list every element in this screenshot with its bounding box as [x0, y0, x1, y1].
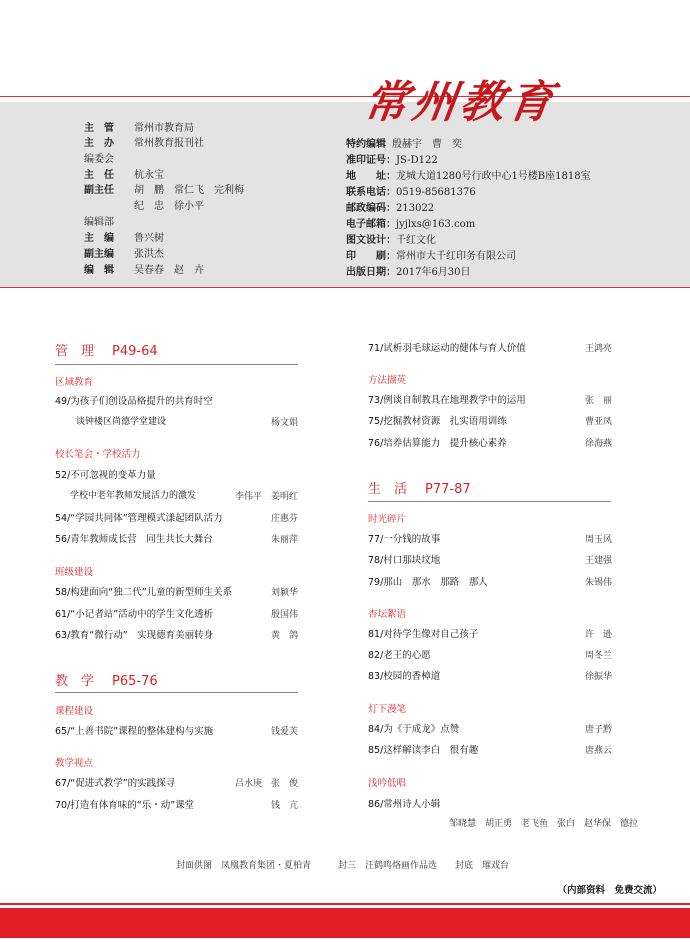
toc-entry-86[interactable]: 86/常州诗人小辑	[368, 799, 441, 810]
toc-entry-61[interactable]: 61/“小记者站”活动中的学生文化透析	[55, 609, 214, 620]
toc-entry-85[interactable]: 85/这样解读李白 很有趣	[368, 745, 479, 756]
toc-author: 王鸿亮	[584, 344, 612, 354]
masthead-row: 主 编 鲁兴树	[84, 233, 164, 244]
info-row: 出版日期：2017年6月30日	[346, 267, 471, 278]
toc-author: 曹亚凤	[584, 417, 612, 427]
toc-author: 吕水庚 张 俊	[234, 779, 298, 789]
toc-author: 朱锡伟	[584, 578, 612, 588]
section-shenghuo: 生 活 P77-87	[368, 482, 471, 497]
toc-author: 周冬兰	[584, 651, 612, 661]
toc-entry-67[interactable]: 67/“促进式教学”的实践探寻	[55, 778, 176, 789]
toc-entry-79[interactable]: 79/那山 那水 那路 那人	[368, 577, 488, 588]
toc-entry-78[interactable]: 78/村口那块坟地	[368, 555, 441, 566]
toc-entry-54[interactable]: 54/“学园共同体”管理模式漾起团队活力	[55, 513, 223, 524]
toc-entry-71[interactable]: 71/试析羽毛球运动的健体与育人价值	[368, 343, 526, 354]
info-row: 图文设计：千红文化	[346, 235, 436, 246]
masthead-row: 主 管 常州市教育局	[84, 123, 194, 134]
category-label: 浅吟低唱	[368, 778, 407, 789]
top-red-line	[0, 96, 690, 97]
section-rule	[368, 501, 611, 502]
masthead-row: 副主任 胡 鹏 常仁飞 完利梅	[84, 185, 244, 196]
category-label: 课程建设	[55, 706, 94, 717]
info-row: 联系电话：0519-85681376	[346, 187, 476, 198]
category-label: 方法撷英	[368, 375, 407, 386]
toc-entry-65[interactable]: 65/“上善书院”课程的整体建构与实施	[55, 726, 214, 737]
toc-entry-56[interactable]: 56/青年教师成长营 同生共长大舞台	[55, 534, 213, 545]
section-guanli: 管 理 P49-64	[55, 344, 158, 359]
section-rule	[55, 692, 298, 693]
toc-author: 徐振华	[584, 672, 612, 682]
toc-author: 许 逊	[584, 630, 612, 640]
info-row: 印 刷：常州市大千红印务有限公司	[346, 251, 516, 262]
category-label: 灯下漫笔	[368, 704, 407, 715]
section-jiaoxue: 教 学 P65-76	[55, 674, 158, 689]
toc-author: 钱爱芙	[270, 727, 298, 737]
toc-entry-52[interactable]: 52/不可忽视的变革力量	[55, 470, 156, 481]
toc-author: 黄 鸽	[270, 631, 298, 641]
toc-author: 李伟平 姜明红	[234, 492, 298, 502]
toc-entry-84[interactable]: 84/为《于成龙》点赞	[368, 724, 460, 735]
masthead-bottom-line	[0, 287, 690, 288]
toc-author: 徐海燕	[584, 439, 612, 449]
toc-author: 朱丽萍	[270, 535, 298, 545]
masthead-row: 纪 忠 徐小平	[134, 201, 204, 212]
section-rule	[55, 364, 298, 365]
toc-author: 张 丽	[584, 396, 612, 406]
masthead-row: 编委会	[84, 154, 114, 165]
info-row: 地 址：龙城大道1280号行政中心1号楼B座1818室	[346, 171, 591, 182]
category-label: 校长笔会・学校活力	[55, 449, 141, 460]
masthead-row: 主 办 常州教育报刊社	[84, 138, 204, 149]
magazine-logo: 常州教育	[360, 77, 560, 128]
toc-entry-63[interactable]: 63/教育“微行动” 实现德育美丽转身	[55, 630, 214, 641]
masthead-row: 副主编 张洪杰	[84, 249, 164, 260]
category-label: 时光碎片	[368, 514, 407, 525]
toc-entry-58[interactable]: 58/构建面向“独二代”儿童的新型师生关系	[55, 587, 233, 598]
toc-author: 庄惠芬	[270, 514, 298, 524]
info-row: 特约编辑 殷赫宇 曹 奕	[346, 139, 462, 150]
footer-red-line	[0, 903, 690, 905]
toc-entry-76[interactable]: 76/培养估算能力 提升核心素养	[368, 438, 507, 449]
toc-entry-82[interactable]: 82/老王的心愿	[368, 650, 431, 661]
toc-entry-49[interactable]: 49/为孩子们创设品格提升的共育时空	[55, 396, 213, 407]
category-label: 杏坛絮语	[368, 609, 407, 620]
toc-author: 刘颖华	[270, 588, 298, 598]
info-row: 邮政编码：213022	[346, 203, 435, 214]
toc-entry-70[interactable]: 70/打造有体育味的“乐・动”课堂	[55, 800, 195, 811]
toc-entry-75[interactable]: 75/挖掘教材资源 扎实语用训练	[368, 416, 507, 427]
toc-author: 王建强	[584, 556, 612, 566]
category-label: 班级建设	[55, 567, 94, 578]
toc-author: 唐子黔	[584, 725, 612, 735]
masthead-row: 编 辑 吴春春 赵 卉	[84, 265, 204, 276]
toc-author: 唐燕云	[584, 746, 612, 756]
info-row: 准印证号：JS-D122	[346, 155, 438, 166]
toc-entry-73[interactable]: 73/例谈自制教具在地理教学中的运用	[368, 395, 526, 406]
toc-subtitle: 学校中老年教师发展活力的激发	[70, 491, 197, 501]
toc-author: 殷国伟	[270, 610, 298, 620]
toc-subtitle: 谈钟楼区尚德学堂建设	[76, 417, 167, 427]
toc-authors: 邹晓慧 胡正勇 老飞鱼 张白 赵华保 德拉	[448, 819, 638, 829]
toc-entry-81[interactable]: 81/对待学生像对自己孩子	[368, 629, 479, 640]
masthead-row: 主 任 杭永宝	[84, 170, 164, 181]
toc-author: 钱 亢	[270, 801, 298, 811]
footer-red-band	[0, 908, 690, 938]
category-label: 教学视点	[55, 758, 94, 769]
toc-author: 周玉风	[584, 535, 612, 545]
toc-author: 杨文娟	[270, 418, 298, 428]
masthead-row: 编辑部	[84, 217, 114, 228]
category-label: 区域教育	[55, 377, 94, 388]
toc-entry-83[interactable]: 83/校园的香樟道	[368, 671, 441, 682]
info-row: 电子邮箱：jyjlxs@163.com	[346, 219, 476, 230]
toc-entry-77[interactable]: 77/一分钱的故事	[368, 534, 441, 545]
free-distribution-note: （内部资料 免费交流）	[557, 885, 662, 896]
cover-credits: 封面供图 凤凰教育集团・夏柏青 封三 汪鹤鸣烙画作品选 封底 璀戏台	[176, 861, 510, 871]
